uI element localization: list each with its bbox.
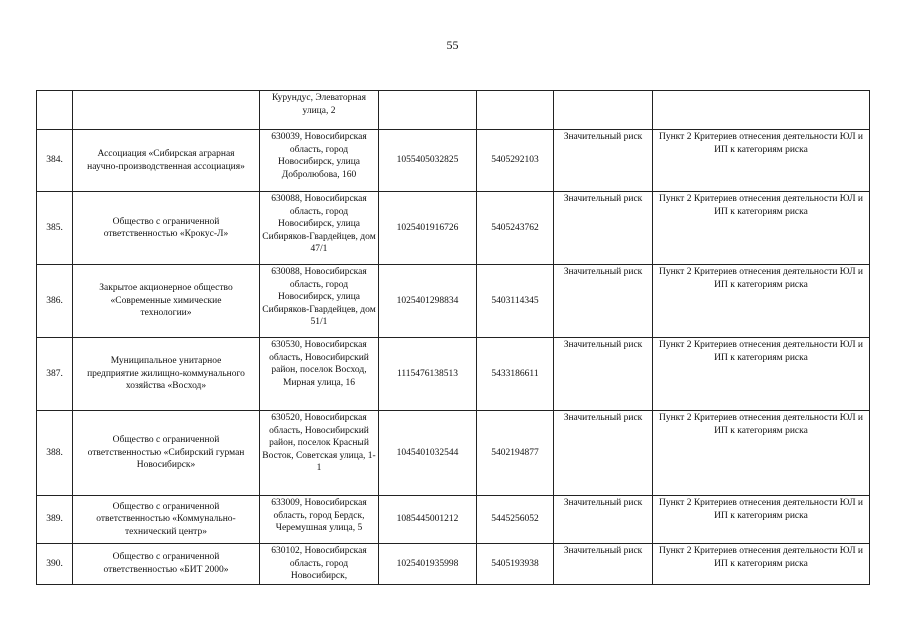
ogrn-cell: 1085445001212 (379, 496, 477, 544)
risk-cell: Значительный риск (554, 338, 653, 411)
org-cell: Общество с ограниченной ответственностью «Коммунально-технический центр» (73, 496, 260, 544)
num-cell: 389. (37, 496, 73, 544)
basis-cell: Пункт 2 Критериев отнесения деятельности ЮЛ и ИП к категориям риска (653, 411, 870, 496)
inn-cell: 5405193938 (477, 544, 554, 585)
table-row (37, 192, 870, 265)
ogrn-cell: 1025401298834 (379, 265, 477, 338)
basis-cell: Пункт 2 Критериев отнесения деятельности ЮЛ и ИП к категориям риска (653, 192, 870, 265)
risk-cell (554, 91, 653, 130)
risk-cell: Значительный риск (554, 192, 653, 265)
org-cell: Муниципальное унитарное предприятие жилищно-коммунального хозяйства «Восход» (73, 338, 260, 411)
num-cell: 384. (37, 130, 73, 192)
num-cell: 390. (37, 544, 73, 585)
address-cell: 630102, Новосибирская область, город Новосибирск, (260, 544, 379, 585)
risk-cell: Значительный риск (554, 496, 653, 544)
risk-cell: Значительный риск (554, 130, 653, 192)
org-cell: Общество с ограниченной ответственностью «БИТ 2000» (73, 544, 260, 585)
inn-cell: 5445256052 (477, 496, 554, 544)
table-row (37, 338, 870, 411)
address-cell: 630039, Новосибирская область, город Новосибирск, улица Добролюбова, 160 (260, 130, 379, 192)
org-cell: Ассоциация «Сибирская аграрная научно-производственная ассоциация» (73, 130, 260, 192)
address-cell: 630520, Новосибирская область, Новосибирский район, поселок Красный Восток, Советская улица, 1-1 (260, 411, 379, 496)
page-number: 55 (446, 38, 459, 52)
ogrn-cell: 1025401935998 (379, 544, 477, 585)
inn-cell: 5405243762 (477, 192, 554, 265)
org-cell: Общество с ограниченной ответственностью «Сибирский гурман Новосибирск» (73, 411, 260, 496)
address-cell: 630088, Новосибирская область, город Новосибирск, улица Сибиряков-Гвардейцев, дом 47/1 (260, 192, 379, 265)
registry-table (36, 90, 870, 585)
basis-cell: Пункт 2 Критериев отнесения деятельности ЮЛ и ИП к категориям риска (653, 496, 870, 544)
num-cell: 386. (37, 265, 73, 338)
address-cell: 630530, Новосибирская область, Новосибирский район, поселок Восход, Мирная улица, 16 (260, 338, 379, 411)
inn-cell (477, 91, 554, 130)
ogrn-cell: 1115476138513 (379, 338, 477, 411)
risk-cell: Значительный риск (554, 265, 653, 338)
org-cell: Закрытое акционерное общество «Современные химические технологии» (73, 265, 260, 338)
table-row (37, 496, 870, 544)
org-cell (73, 91, 260, 130)
basis-cell: Пункт 2 Критериев отнесения деятельности ЮЛ и ИП к категориям риска (653, 130, 870, 192)
basis-cell: Пункт 2 Критериев отнесения деятельности ЮЛ и ИП к категориям риска (653, 338, 870, 411)
risk-cell: Значительный риск (554, 411, 653, 496)
risk-cell: Значительный риск (554, 544, 653, 585)
basis-cell (653, 91, 870, 130)
num-cell (37, 91, 73, 130)
inn-cell: 5433186611 (477, 338, 554, 411)
num-cell: 388. (37, 411, 73, 496)
ogrn-cell: 1025401916726 (379, 192, 477, 265)
table-row (37, 411, 870, 496)
basis-cell: Пункт 2 Критериев отнесения деятельности ЮЛ и ИП к категориям риска (653, 265, 870, 338)
inn-cell: 5405292103 (477, 130, 554, 192)
table-row (37, 130, 870, 192)
num-cell: 387. (37, 338, 73, 411)
org-cell: Общество с ограниченной ответственностью «Крокус-Л» (73, 192, 260, 265)
table-row (37, 544, 870, 585)
ogrn-cell: 1045401032544 (379, 411, 477, 496)
continuation-row (37, 91, 870, 130)
address-cell: 630088, Новосибирская область, город Новосибирск, улица Сибиряков-Гвардейцев, дом 51/1 (260, 265, 379, 338)
table-row (37, 265, 870, 338)
num-cell: 385. (37, 192, 73, 265)
ogrn-cell (379, 91, 477, 130)
address-cell: 633009, Новосибирская область, город Бердск, Черемушная улица, 5 (260, 496, 379, 544)
inn-cell: 5402194877 (477, 411, 554, 496)
address-cell: Курундус, Элеваторная улица, 2 (260, 91, 379, 130)
ogrn-cell: 1055405032825 (379, 130, 477, 192)
inn-cell: 5403114345 (477, 265, 554, 338)
basis-cell: Пункт 2 Критериев отнесения деятельности ЮЛ и ИП к категориям риска (653, 544, 870, 585)
